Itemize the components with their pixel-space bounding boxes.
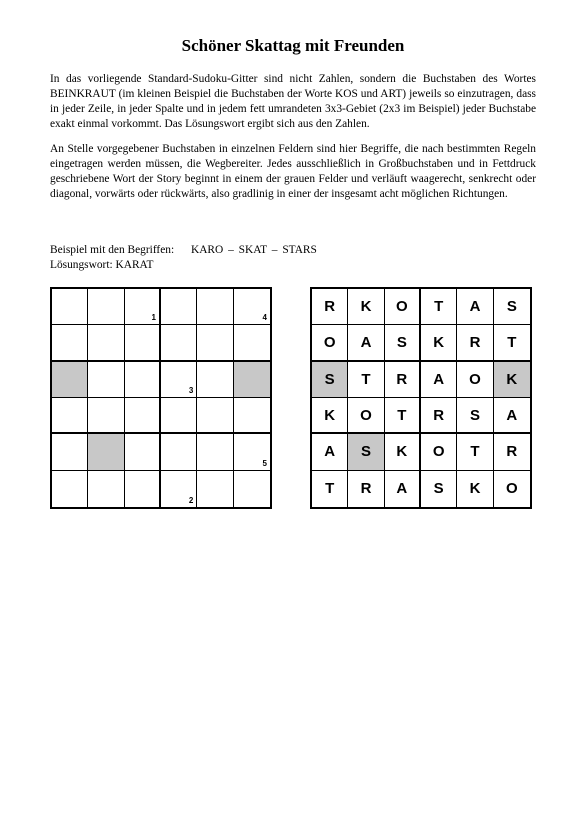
solution-number: 1 xyxy=(151,313,156,323)
solution-cell xyxy=(494,325,530,361)
solution-cell xyxy=(348,362,384,398)
puzzle-cell xyxy=(88,325,124,361)
solution-cell xyxy=(312,471,348,507)
puzzle-cell xyxy=(234,362,270,398)
puzzle-cell xyxy=(52,325,88,361)
puzzle-cell xyxy=(125,325,161,361)
puzzle-cell xyxy=(161,325,197,361)
puzzle-cell xyxy=(125,471,161,507)
solution-letter: A xyxy=(360,333,372,351)
solution-cell xyxy=(348,471,384,507)
solution-letter: S xyxy=(433,480,444,498)
puzzle-cell xyxy=(197,434,233,470)
solution-cell xyxy=(457,325,493,361)
solution-cell xyxy=(312,434,348,470)
puzzle-cell xyxy=(125,434,161,470)
solution-letter: S xyxy=(360,443,371,461)
solution-letter: R xyxy=(469,333,481,351)
puzzle-cell xyxy=(161,471,197,507)
solution-cell xyxy=(457,434,493,470)
puzzle-cell xyxy=(197,325,233,361)
solution-cell xyxy=(312,325,348,361)
solution-letter: O xyxy=(395,298,408,316)
solution-cell xyxy=(385,434,421,470)
solution-letter: A xyxy=(396,480,408,498)
solution-letter: O xyxy=(432,443,445,461)
puzzle-cell xyxy=(234,325,270,361)
solution-cell xyxy=(421,289,457,325)
solution-number: 4 xyxy=(262,313,267,323)
puzzle-cell xyxy=(234,471,270,507)
solution-cell xyxy=(421,398,457,434)
puzzle-cell xyxy=(161,434,197,470)
solution-letter: T xyxy=(507,333,517,351)
puzzle-cell xyxy=(88,398,124,434)
solution-number: 5 xyxy=(262,458,267,468)
solution-letter: K xyxy=(360,298,372,316)
solution-cell xyxy=(494,434,530,470)
solution-letter: S xyxy=(396,333,407,351)
solution-cell xyxy=(385,471,421,507)
puzzle-cell xyxy=(161,398,197,434)
puzzle-cell xyxy=(52,289,88,325)
solution-cell xyxy=(348,398,384,434)
solution-cell xyxy=(494,471,530,507)
solution-letter: A xyxy=(506,406,518,424)
solution-cell xyxy=(421,434,457,470)
solution-letter: R xyxy=(506,443,518,461)
puzzle-cell xyxy=(52,434,88,470)
puzzle-cell xyxy=(234,434,270,470)
solution-letter: R xyxy=(324,298,336,316)
puzzle-cell xyxy=(52,471,88,507)
solution-cell xyxy=(494,398,530,434)
solution-letter: K xyxy=(396,443,408,461)
solution-letter: K xyxy=(324,406,336,424)
solution-letter: O xyxy=(323,333,336,351)
solution-letter: R xyxy=(360,480,372,498)
solution-cell xyxy=(385,398,421,434)
rules-paragraph: An Stelle vorgegebener Buchstaben in einzelnen Feldern sind hier Begriffe, die nach bestimmten Regeln eingetragen werden müssen, die Wegbereiter. Jedes ausschließlich in Großbuchstaben und in Fettdruck geschriebene Wort der Story beginnt in einem der grauen Felder und verläuft waagerecht, senkrecht oder diagonal, vorwärts oder rückwärts, also gradlinig in einer der insgesamt acht möglichen Richtungen. xyxy=(50,143,536,200)
puzzle-cell xyxy=(88,362,124,398)
solution-letter: K xyxy=(506,370,518,388)
solution-letter: S xyxy=(506,298,517,316)
puzzle-cell xyxy=(234,289,270,325)
solution-letter: T xyxy=(397,406,407,424)
puzzle-cell xyxy=(125,362,161,398)
solution-cell xyxy=(385,289,421,325)
solution-cell xyxy=(457,289,493,325)
puzzle-cell xyxy=(197,398,233,434)
solution-cell xyxy=(421,325,457,361)
example-terms: KARO – SKAT – STARS xyxy=(190,244,317,256)
solution-letter: R xyxy=(433,406,445,424)
example-label: Beispiel mit den Begriffen: xyxy=(50,244,175,256)
solution-cell xyxy=(312,398,348,434)
solution-cell xyxy=(312,289,348,325)
solution-letter: T xyxy=(361,370,371,388)
puzzle-cell xyxy=(88,289,124,325)
solution-letter: O xyxy=(469,370,481,388)
solution-cell xyxy=(457,398,493,434)
solution-letter: A xyxy=(324,443,336,461)
solution-cell xyxy=(385,325,421,361)
puzzle-cell xyxy=(125,398,161,434)
puzzle-cell xyxy=(52,362,88,398)
solution-letter: A xyxy=(433,370,445,388)
solution-letter: O xyxy=(360,406,372,424)
puzzle-cell xyxy=(125,289,161,325)
puzzle-cell xyxy=(197,362,233,398)
solution-cell xyxy=(494,289,530,325)
solution-letter: T xyxy=(325,480,335,498)
solution-number: 2 xyxy=(188,495,194,505)
solution-letter: R xyxy=(396,370,408,388)
puzzle-cell xyxy=(52,398,88,434)
solution-cell xyxy=(312,362,348,398)
solution-cell xyxy=(348,434,384,470)
solution-cell xyxy=(348,289,384,325)
solution-grid xyxy=(310,287,532,509)
solution-letter: S xyxy=(469,406,480,424)
solution-cell xyxy=(457,362,493,398)
page-title: Schöner Skattag mit Freunden xyxy=(181,36,405,55)
puzzle-cell xyxy=(197,471,233,507)
solution-letter: K xyxy=(469,480,481,498)
example-block xyxy=(50,243,317,273)
solution-cell xyxy=(421,471,457,507)
solution-letter: T xyxy=(434,298,444,316)
solution-letter: K xyxy=(433,333,445,351)
puzzle-cell xyxy=(234,398,270,434)
example-solution: Lösungswort: KARAT xyxy=(50,259,154,271)
solution-letter: O xyxy=(505,480,518,498)
solution-cell xyxy=(494,362,530,398)
solution-number: 3 xyxy=(188,385,194,395)
solution-cell xyxy=(385,362,421,398)
solution-letter: S xyxy=(324,370,335,388)
puzzle-cell xyxy=(197,289,233,325)
puzzle-cell xyxy=(88,471,124,507)
solution-cell xyxy=(421,362,457,398)
solution-letter: A xyxy=(469,298,481,316)
solution-cell xyxy=(348,325,384,361)
puzzle-cell xyxy=(161,289,197,325)
solution-cell xyxy=(457,471,493,507)
puzzle-grid xyxy=(50,287,272,509)
instructions-paragraph: In das vorliegende Standard-Sudoku-Gitter sind nicht Zahlen, sondern die Buchstaben des Wortes BEINKRAUT (im kleinen Beispiel die Buchstaben der Worte KOS und ART) jeweils so einzutragen, dass in jeder Zeile, in jeder Spalte und in jedem fett umrandeten 3x3-Gebiet (2x3 im Beispiel) jeder Buchstabe exakt einmal vorkommt. Das Lösungswort ergibt sich aus den Zahlen. xyxy=(50,73,536,130)
puzzle-cell xyxy=(161,362,197,398)
puzzle-cell xyxy=(88,434,124,470)
solution-letter: T xyxy=(470,443,480,461)
